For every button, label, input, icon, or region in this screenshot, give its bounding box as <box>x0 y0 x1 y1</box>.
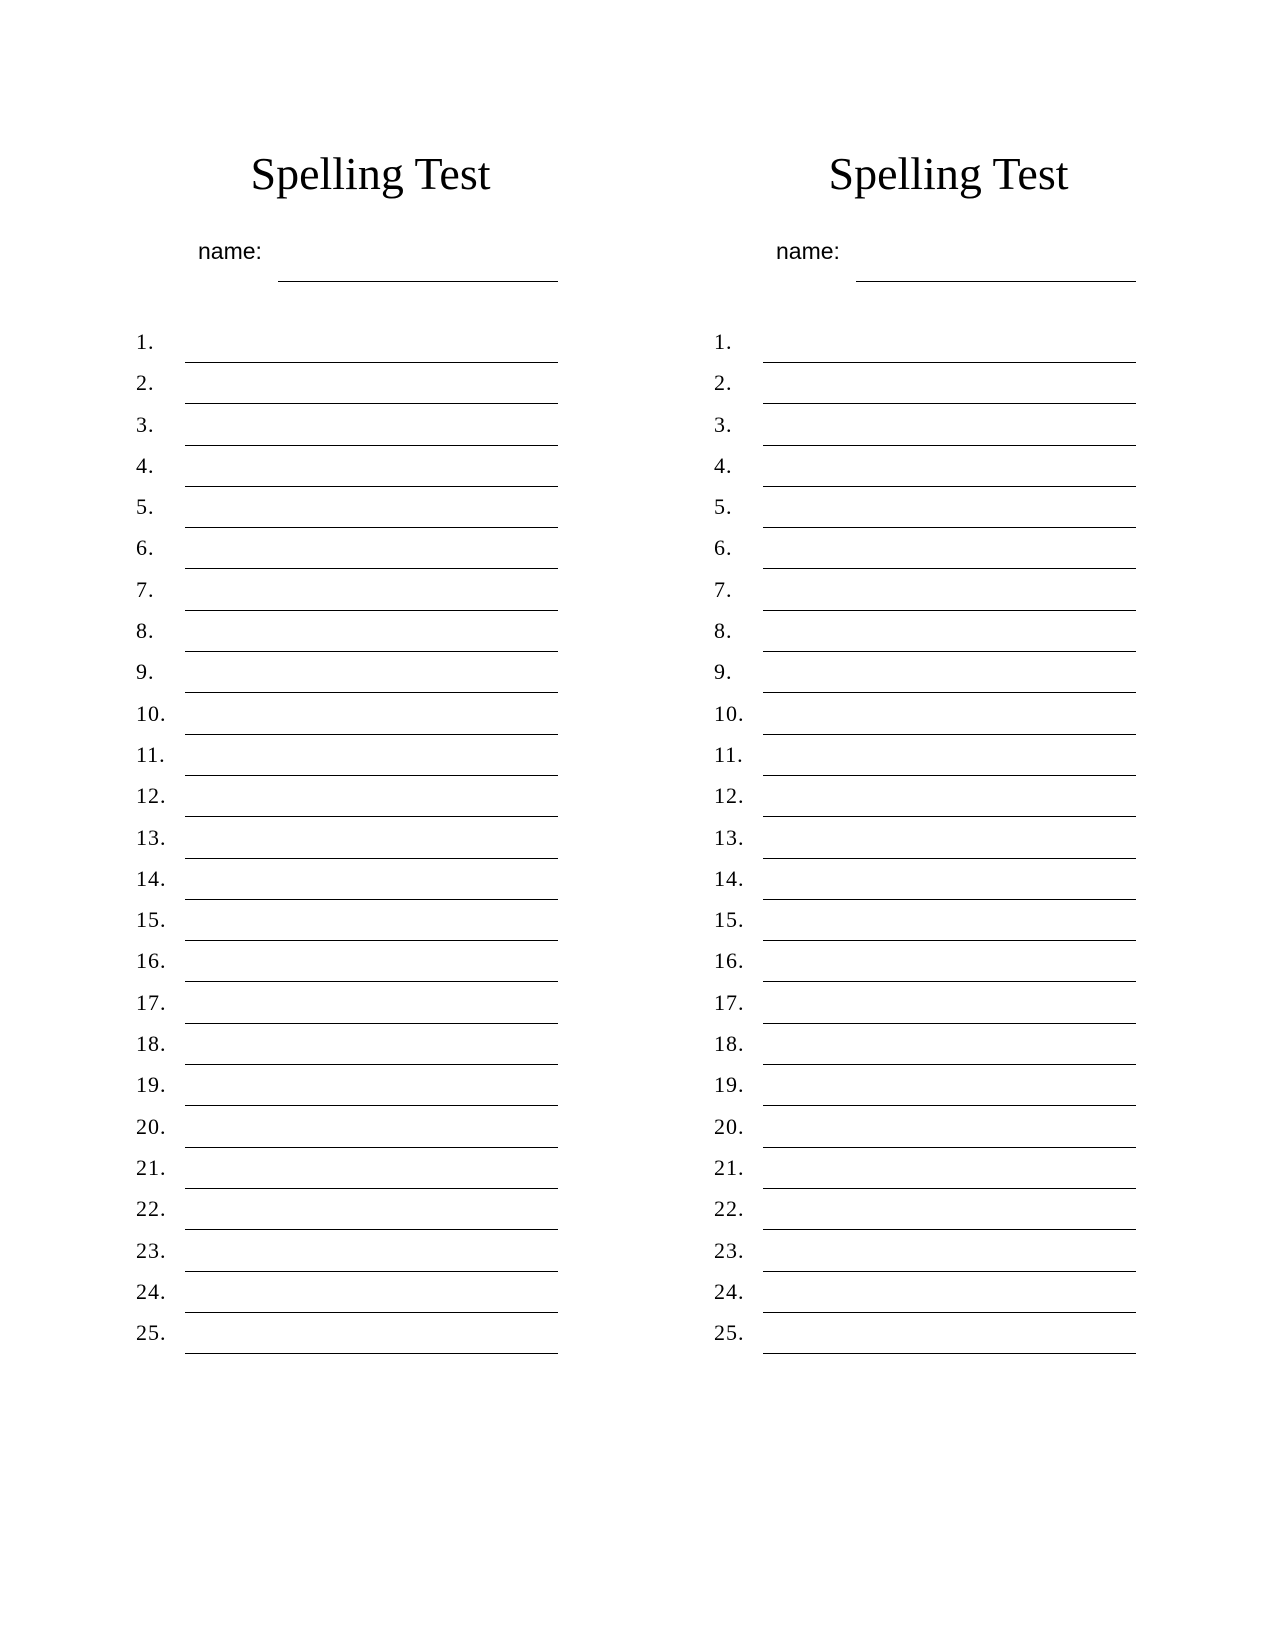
answer-row <box>714 611 1174 652</box>
answer-row <box>136 363 596 404</box>
answer-row <box>136 1107 596 1148</box>
item-number: 13. <box>714 824 745 850</box>
item-number: 15. <box>136 907 167 933</box>
item-number: 22. <box>136 1196 167 1222</box>
item-number: 9. <box>136 659 155 685</box>
answer-row <box>136 941 596 982</box>
item-number: 16. <box>136 948 167 974</box>
answer-list <box>136 322 596 1354</box>
item-number: 19. <box>714 1072 745 1098</box>
item-number: 15. <box>714 907 745 933</box>
item-number: 17. <box>136 989 167 1015</box>
answer-row <box>714 405 1174 446</box>
item-number: 24. <box>136 1278 167 1304</box>
answer-row <box>714 1272 1174 1313</box>
item-number: 7. <box>136 576 155 602</box>
item-number: 4. <box>136 452 155 478</box>
item-number: 14. <box>714 865 745 891</box>
item-number: 10. <box>136 700 167 726</box>
answer-row <box>714 1148 1174 1189</box>
answer-row <box>714 694 1174 735</box>
answer-row <box>136 446 596 487</box>
item-number: 2. <box>714 370 733 396</box>
item-number: 11. <box>714 741 744 767</box>
answer-row <box>714 363 1174 404</box>
spelling-test-sheet-left <box>0 0 600 1650</box>
answer-row <box>136 487 596 528</box>
answer-line[interactable] <box>763 1353 1136 1354</box>
item-number: 23. <box>714 1237 745 1263</box>
item-number: 21. <box>714 1154 745 1180</box>
answer-row <box>136 859 596 900</box>
answer-row <box>714 1024 1174 1065</box>
answer-list <box>714 322 1174 1354</box>
answer-row <box>714 446 1174 487</box>
item-number: 11. <box>136 741 166 767</box>
answer-row <box>714 735 1174 776</box>
answer-row <box>136 694 596 735</box>
item-number: 9. <box>714 659 733 685</box>
answer-row <box>714 1065 1174 1106</box>
item-number: 20. <box>714 1113 745 1139</box>
answer-row <box>136 983 596 1024</box>
item-number: 6. <box>714 535 733 561</box>
answer-row <box>714 1313 1174 1354</box>
item-number: 25. <box>714 1320 745 1346</box>
answer-row <box>714 1107 1174 1148</box>
answer-row <box>714 859 1174 900</box>
item-number: 24. <box>714 1278 745 1304</box>
item-number: 1. <box>136 329 155 354</box>
name-field-row <box>198 236 598 284</box>
name-field-row <box>776 236 1176 284</box>
answer-row <box>136 570 596 611</box>
item-number: 7. <box>714 576 733 602</box>
answer-row <box>714 983 1174 1024</box>
answer-row <box>136 1065 596 1106</box>
item-number: 3. <box>136 411 155 437</box>
answer-row <box>136 1272 596 1313</box>
answer-row <box>136 900 596 941</box>
answer-row <box>714 1189 1174 1230</box>
item-number: 5. <box>136 494 155 520</box>
item-number: 1. <box>714 329 733 354</box>
item-number: 17. <box>714 989 745 1015</box>
answer-row <box>714 487 1174 528</box>
item-number: 4. <box>714 452 733 478</box>
name-label: name: <box>198 238 262 264</box>
answer-row <box>714 941 1174 982</box>
answer-row <box>136 1313 596 1354</box>
item-number: 20. <box>136 1113 167 1139</box>
item-number: 25. <box>136 1320 167 1346</box>
item-number: 19. <box>136 1072 167 1098</box>
item-number: 14. <box>136 865 167 891</box>
sheet-title: Spelling Test <box>828 148 1069 199</box>
answer-row <box>714 322 1174 363</box>
answer-row <box>136 528 596 569</box>
answer-row <box>714 1231 1174 1272</box>
answer-row <box>136 735 596 776</box>
answer-row <box>136 611 596 652</box>
item-number: 8. <box>136 618 155 644</box>
name-label: name: <box>776 238 840 264</box>
item-number: 12. <box>714 783 745 809</box>
sheet-title: Spelling Test <box>250 148 491 199</box>
item-number: 21. <box>136 1154 167 1180</box>
name-entry-line[interactable] <box>278 281 558 282</box>
item-number: 12. <box>136 783 167 809</box>
answer-row <box>136 1189 596 1230</box>
name-entry-line[interactable] <box>856 281 1136 282</box>
item-number: 8. <box>714 618 733 644</box>
item-number: 13. <box>136 824 167 850</box>
answer-row <box>714 818 1174 859</box>
item-number: 22. <box>714 1196 745 1222</box>
answer-row <box>136 652 596 693</box>
item-number: 18. <box>136 1031 167 1057</box>
item-number: 18. <box>714 1031 745 1057</box>
item-number: 6. <box>136 535 155 561</box>
answer-row <box>136 818 596 859</box>
answer-row <box>136 1231 596 1272</box>
answer-row <box>136 322 596 363</box>
item-number: 23. <box>136 1237 167 1263</box>
answer-row <box>714 652 1174 693</box>
spelling-test-sheet-right <box>578 0 1178 1650</box>
item-number: 5. <box>714 494 733 520</box>
answer-row <box>136 1148 596 1189</box>
answer-row <box>136 776 596 817</box>
item-number: 16. <box>714 948 745 974</box>
item-number: 3. <box>714 411 733 437</box>
item-number: 2. <box>136 370 155 396</box>
answer-row <box>714 570 1174 611</box>
answer-line[interactable] <box>185 1353 558 1354</box>
answer-row <box>136 1024 596 1065</box>
item-number: 10. <box>714 700 745 726</box>
answer-row <box>136 405 596 446</box>
answer-row <box>714 900 1174 941</box>
answer-row <box>714 776 1174 817</box>
answer-row <box>714 528 1174 569</box>
